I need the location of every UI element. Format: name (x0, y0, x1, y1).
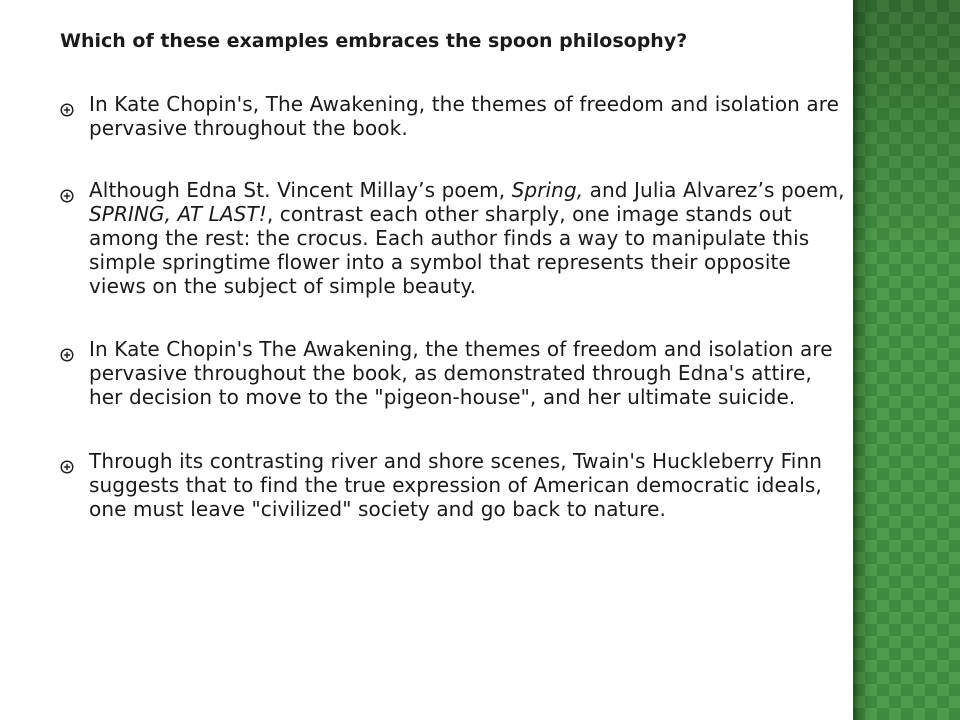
bullet-text-segment: In Kate Chopin's, The Awakening, the themes of freedom and isolation are pervasive throughout the book. (89, 92, 840, 140)
bullet-item (60, 92, 850, 140)
bullet-text (89, 178, 845, 298)
bullet-text (89, 449, 822, 521)
bullet-text-segment: Through its contrasting river and shore scenes, Twain's Huckleberry Finn suggests that to find the true expression of American democratic ideals, one must leave "civilized" society and go back to nature. (89, 449, 822, 521)
green-decorative-side-panel (853, 0, 960, 720)
circled-cross-bullet-icon (60, 343, 74, 357)
bullet-list (60, 92, 850, 521)
slide-heading: Which of these examples embraces the spoon philosophy? (60, 30, 688, 52)
bullet-text-segment: Although Edna St. Vincent Millay’s poem, (89, 178, 512, 202)
circled-cross-bullet-icon (60, 184, 74, 198)
circled-cross-bullet-icon (60, 455, 74, 469)
slide-content (60, 26, 850, 521)
bullet-item (60, 178, 850, 298)
bullet-text (89, 92, 839, 140)
bullet-text-segment: and Julia Alvarez’s poem, (583, 178, 845, 202)
bullet-item (60, 337, 850, 409)
bullet-item (60, 449, 850, 521)
bullet-text-segment: In Kate Chopin's The Awakening, the themes of freedom and isolation are pervasive throughout the book, as demonstrated through Edna's attire, her decision to move to the "pigeon-house", and her ultimate suicide. (89, 337, 833, 409)
bullet-text (89, 337, 833, 409)
bullet-text-segment: , contrast each other sharply, one image stands out among the rest: the crocus. Each author finds a way to manipulate this simple springtime flower into a symbol that represents their opposite views on the subject of simple beauty. (89, 202, 810, 298)
poem-title-spring: Spring, (511, 178, 584, 202)
circled-cross-bullet-icon (60, 98, 74, 112)
poem-title-spring-at-last: SPRING, AT LAST! (89, 202, 267, 226)
